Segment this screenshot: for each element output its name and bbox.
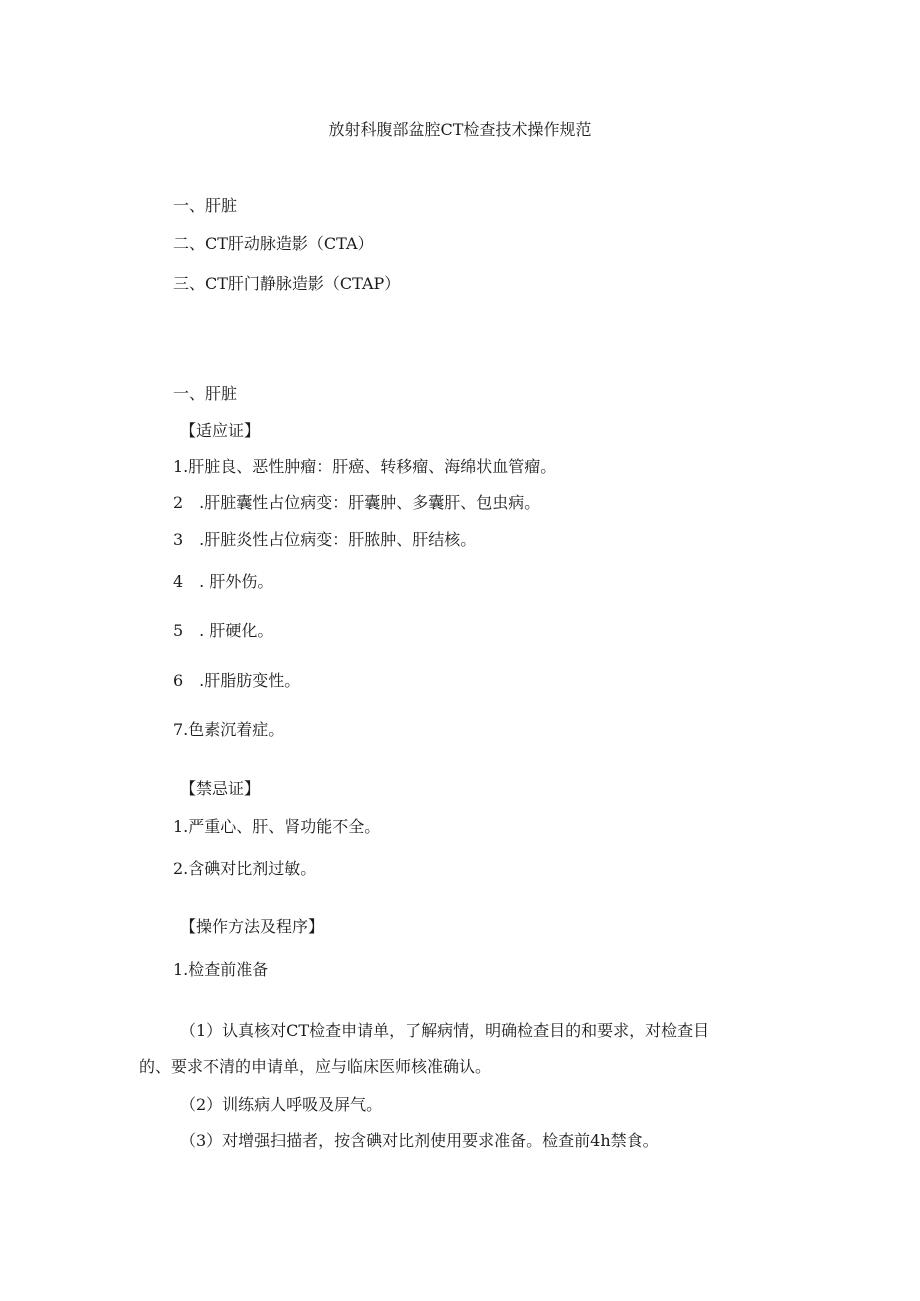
indications-heading: 【适应证】 — [180, 421, 261, 440]
procedure-step-1: 1.检查前准备 — [173, 960, 269, 979]
indication-item-4: 4 . 肝外伤。 — [173, 572, 274, 591]
indication-item-5: 5 . 肝硬化。 — [173, 621, 274, 640]
toc-item-2: 二、CT肝动脉造影（CTA） — [173, 234, 374, 253]
section-heading: 一、肝脏 — [173, 384, 238, 403]
toc-item-3: 三、CT肝门静脉造影（CTAP） — [173, 274, 401, 293]
contraindications-heading: 【禁忌证】 — [180, 779, 261, 798]
procedure-paragraph-2: （2）训练病人呼吸及屏气。 — [180, 1095, 383, 1114]
indication-item-3: 3 .肝脏炎性占位病变：肝脓肿、肝结核。 — [173, 530, 477, 549]
document-title: 放射科腹部盆腔CT检查技术操作规范 — [328, 120, 592, 139]
contraindication-item-1: 1.严重心、肝、肾功能不全。 — [173, 817, 381, 836]
procedure-paragraph-1-line-2: 的、要求不清的申请单，应与临床医师核准确认。 — [139, 1057, 492, 1076]
procedure-heading: 【操作方法及程序】 — [180, 917, 325, 936]
procedure-paragraph-3: （3）对增强扫描者，按含碘对比剂使用要求准备。检查前4h禁食。 — [180, 1131, 659, 1150]
toc-item-1: 一、肝脏 — [173, 196, 238, 215]
indication-item-2: 2 .肝脏囊性占位病变：肝囊肿、多囊肝、包虫病。 — [173, 493, 541, 512]
contraindication-item-2: 2.含碘对比剂过敏。 — [173, 859, 317, 878]
indication-item-1: 1.肝脏良、恶性肿瘤：肝癌、转移瘤、海绵状血管瘤。 — [173, 457, 557, 476]
procedure-paragraph-1-line-1: （1）认真核对CT检查申请单，了解病情，明确检查目的和要求，对检查目 — [180, 1021, 710, 1040]
indication-item-6: 6 .肝脂肪变性。 — [173, 671, 301, 690]
indication-item-7: 7.色素沉着症。 — [173, 720, 285, 739]
